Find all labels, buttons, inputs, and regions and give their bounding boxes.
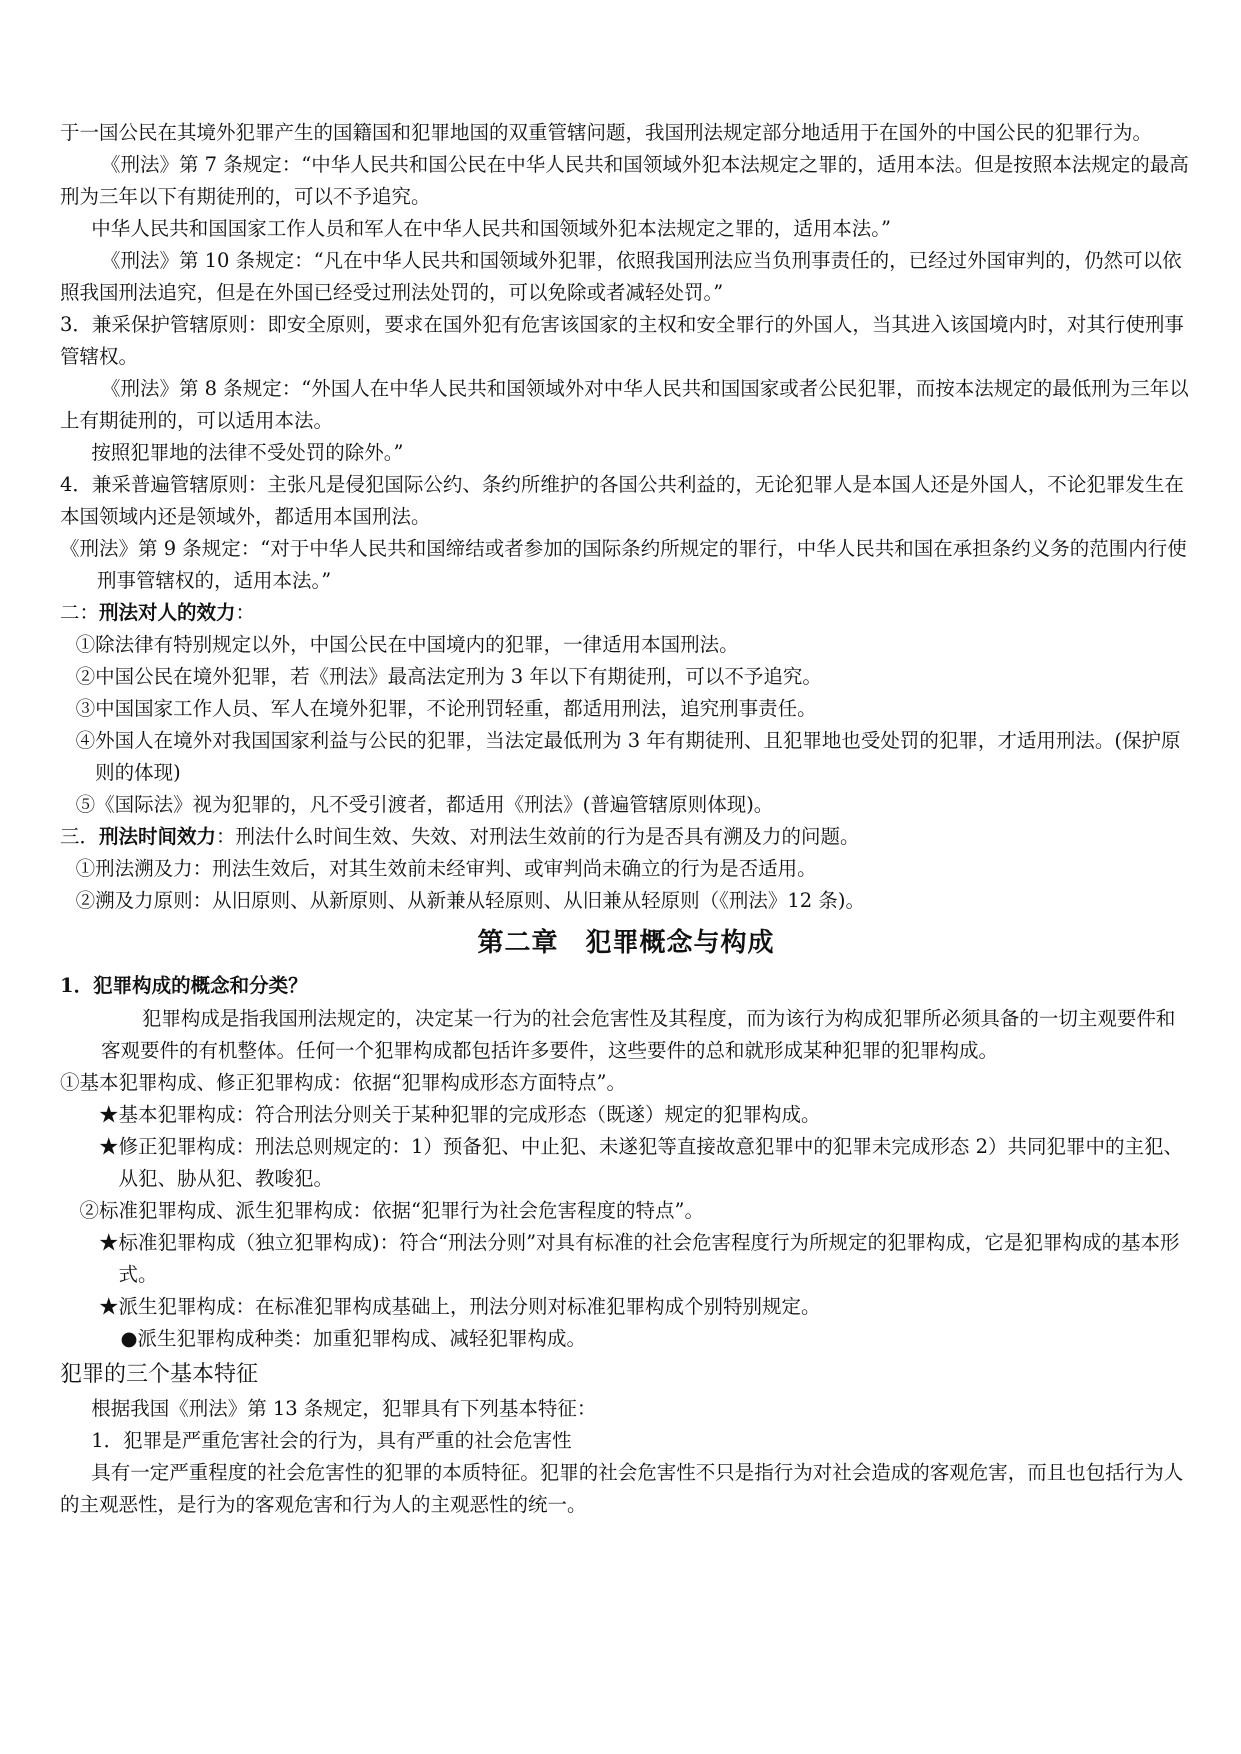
paragraph: 1．犯罪是严重危害社会的行为，具有严重的社会危害性: [91, 1429, 572, 1452]
list-item: ★标准犯罪构成（独立犯罪构成)：符合“刑法分则”对具有标准的社会危害程度行为所规定的犯罪构成，它是犯罪构成的基本形式。: [99, 1231, 1180, 1286]
list-item: ★派生犯罪构成：在标准犯罪构成基础上，刑法分则对标准犯罪构成个别特别规定。: [99, 1295, 821, 1318]
paragraph: 《刑法》第 10 条规定：“凡在中华人民共和国领域外犯罪，依照我国刑法应当负刑事责任的，已经过外国审判的，仍然可以依照我国刑法追究，但是在外国已经受过刑法处罚的，可以免除或者减轻处罚。”: [60, 249, 1182, 304]
paragraph: 按照犯罪地的法律不受处罚的除外。”: [91, 441, 404, 464]
question-heading: 1．犯罪构成的概念和分类？: [60, 974, 308, 997]
document-body: [60, 117, 1192, 1521]
section-suffix: ：: [235, 601, 256, 624]
chapter-title: 第二章 犯罪概念与构成: [477, 928, 775, 958]
section-prefix: 二：: [60, 601, 100, 624]
list-item: ②溯及力原则：从旧原则、从新原则、从新兼从轻原则、从旧兼从轻原则（《刑法》12 条)。: [75, 889, 865, 912]
classification-2: ②标准犯罪构成、派生犯罪构成：依据“犯罪行为社会危害程度的特点”。: [79, 1199, 704, 1222]
section-heading-2: [60, 597, 1192, 629]
list-item: ①除法律有特别规定以外，中国公民在中国境内的犯罪，一律适用本国刑法。: [75, 633, 739, 656]
paragraph: 根据我国《刑法》第 13 条规定，犯罪具有下列基本特征：: [91, 1397, 597, 1420]
paragraph: 中华人民共和国国家工作人员和军人在中华人民共和国领域外犯本法规定之罪的，适用本法。”: [91, 217, 891, 240]
section-prefix: 三．: [60, 825, 100, 848]
list-item: ②中国公民在境外犯罪，若《刑法》最高法定刑为 3 年以下有期徒刑，可以不予追究。: [75, 665, 822, 688]
paragraph: 《刑法》第 7 条规定：“中华人民共和国公民在中华人民共和国领域外犯本法规定之罪的，适用本法。但是按照本法规定的最高刑为三年以下有期徒刑的，可以不予追究。: [60, 153, 1189, 208]
paragraph: 4．兼采普遍管辖原则：主张凡是侵犯国际公约、条约所维护的各国公共利益的，无论犯罪人是本国人还是外国人，不论犯罪发生在本国领域内还是领域外，都适用本国刑法。: [60, 473, 1184, 528]
list-item: ④外国人在境外对我国国家利益与公民的犯罪，当法定最低刑为 3 年有期徒刑、且犯罪地也受处罚的犯罪，才适用刑法。(保护原则的体现): [75, 729, 1181, 784]
section-text: ：刑法什么时间生效、失效、对刑法生效前的行为是否具有溯及力的问题。: [216, 825, 860, 848]
features-heading: 犯罪的三个基本特征: [60, 1362, 259, 1387]
paragraph: 于一国公民在其境外犯罪产生的国籍国和犯罪地国的双重管辖问题，我国刑法规定部分地适用于在国外的中国公民的犯罪行为。: [60, 121, 1153, 144]
definition: 犯罪构成是指我国刑法规定的，决定某一行为的社会危害性及其程度，而为该行为构成犯罪所必须具备的一切主观要件和客观要件的有机整体。任何一个犯罪构成都包括许多要件，这些要件的总和就形成某种犯罪的犯罪构成。: [100, 1007, 1176, 1062]
list-item: ★基本犯罪构成：符合刑法分则关于某种犯罪的完成形态（既遂）规定的犯罪构成。: [99, 1103, 821, 1126]
section-heading-3: [60, 821, 1192, 853]
paragraph: 《刑法》第 8 条规定：“外国人在中华人民共和国领域外对中华人民共和国国家或者公民犯罪，而按本法规定的最低刑为三年以上有期徒刑的，可以适用本法。: [60, 377, 1189, 432]
classification-1: ①基本犯罪构成、修正犯罪构成：依据“犯罪构成形态方面特点”。: [60, 1071, 626, 1094]
paragraph: 具有一定严重程度的社会危害性的犯罪的本质特征。犯罪的社会危害性不只是指行为对社会造成的客观危害，而且也包括行为人的主观恶性，是行为的客观危害和行为人的主观恶性的统一。: [60, 1461, 1184, 1516]
paragraph: 《刑法》第 9 条规定：“对于中华人民共和国缔结或者参加的国际条约所规定的罪行，中华人民共和国在承担条约义务的范围内行使刑事管辖权的，适用本法。”: [60, 537, 1187, 592]
list-item: ③中国国家工作人员、军人在境外犯罪，不论刑罚轻重，都适用刑法，追究刑事责任。: [75, 697, 817, 720]
section-title: 刑法对人的效力: [99, 601, 236, 624]
paragraph: 3．兼采保护管辖原则：即安全原则，要求在国外犯有危害该国家的主权和安全罪行的外国人，当其进入该国境内时，对其行使刑事管辖权。: [60, 313, 1184, 368]
list-item: ★修正犯罪构成：刑法总则规定的：1）预备犯、中止犯、未遂犯等直接故意犯罪中的犯罪未完成形态 2）共同犯罪中的主犯、从犯、胁从犯、教唆犯。: [99, 1135, 1184, 1190]
list-item: ①刑法溯及力：刑法生效后，对其生效前未经审判、或审判尚未确立的行为是否适用。: [75, 857, 817, 880]
list-item: ⑤《国际法》视为犯罪的，凡不受引渡者，都适用《刑法》(普遍管辖原则体现)。: [75, 793, 774, 816]
list-item: ●派生犯罪构成种类：加重犯罪构成、减轻犯罪构成。: [120, 1327, 586, 1350]
section-title: 刑法时间效力: [99, 825, 217, 848]
